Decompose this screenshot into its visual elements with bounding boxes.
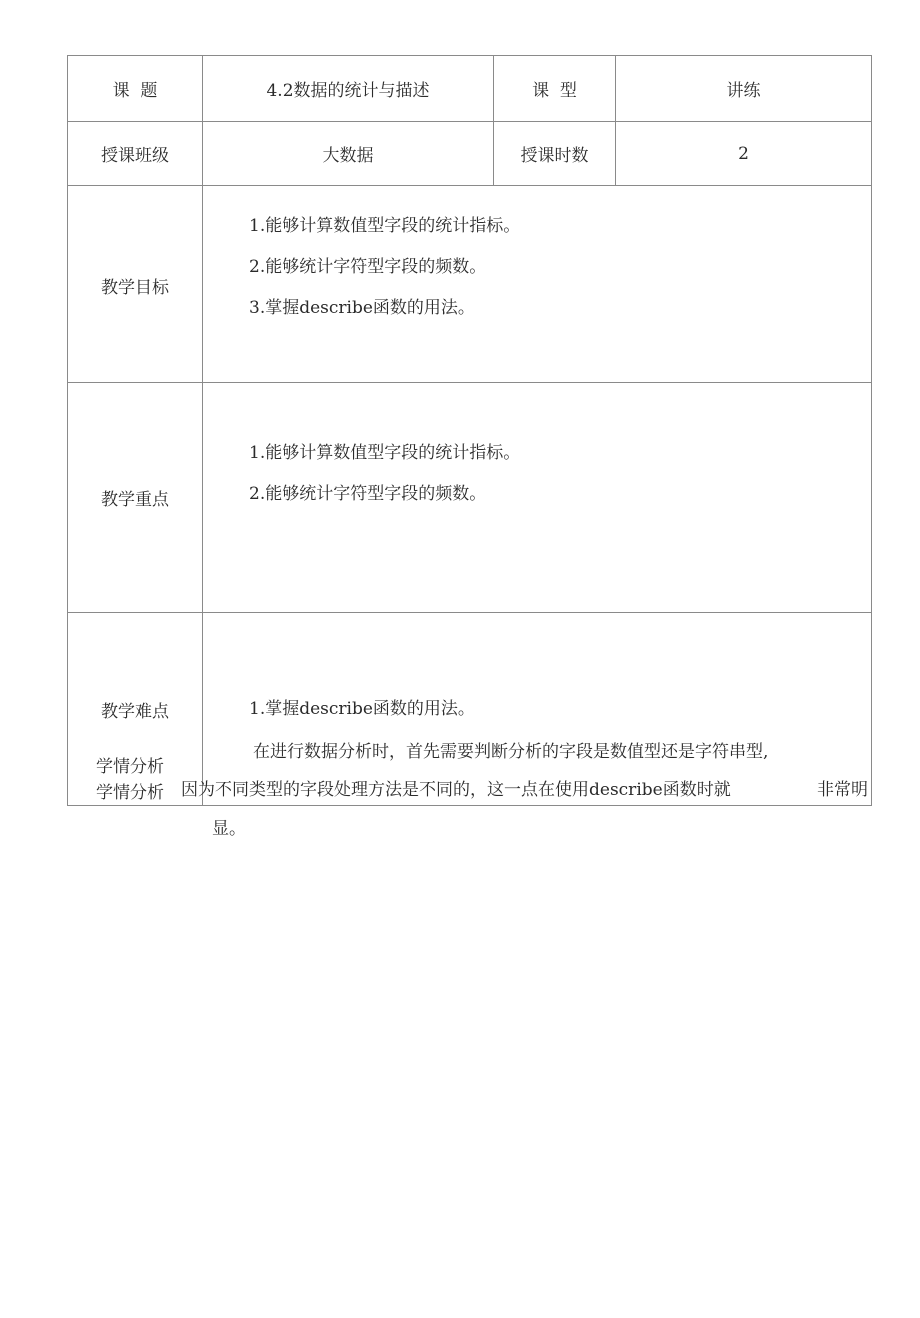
analysis-line: 非常明 (817, 780, 868, 800)
hours-label: 授课时数 (494, 122, 616, 186)
goal-item: 2.能够统计字符型字段的频数。 (249, 257, 487, 277)
hours-value: 2 (616, 122, 872, 186)
topic-value: 4.2数据的统计与描述 (203, 56, 494, 122)
focus-item: 2.能够统计字符型字段的频数。 (249, 484, 487, 504)
type-label: 课 型 (494, 56, 616, 122)
class-value: 大数据 (203, 122, 494, 186)
goals-cell (203, 186, 872, 383)
analysis-label: 学情分析 (96, 783, 164, 803)
goal-item: 3.掌握describe函数的用法。 (249, 298, 475, 318)
type-value: 讲练 (616, 56, 872, 122)
focus-cell (203, 383, 872, 613)
class-label: 授课班级 (68, 122, 203, 186)
analysis-line: 因为不同类型的字段处理方法是不同的，这一点在使用describe函数时就 (181, 780, 731, 800)
analysis-line: 在进行数据分析时，首先需要判断分析的字段是数值型还是字符串型, (253, 742, 769, 762)
difficulty-label: 教学难点 (68, 613, 203, 806)
lesson-plan-table (67, 55, 872, 806)
focus-label: 教学重点 (68, 383, 203, 613)
analysis-label: 学情分析 (96, 757, 164, 777)
analysis-line: 显。 (212, 819, 246, 839)
table-row (68, 56, 872, 122)
focus-item: 1.能够计算数值型字段的统计指标。 (249, 443, 521, 463)
table-row (68, 383, 872, 613)
table-row (68, 186, 872, 383)
topic-label: 课 题 (68, 56, 203, 122)
goals-label: 教学目标 (68, 186, 203, 383)
goal-item: 1.能够计算数值型字段的统计指标。 (249, 216, 521, 236)
table-row (68, 122, 872, 186)
difficulty-item: 1.掌握describe函数的用法。 (249, 698, 475, 719)
